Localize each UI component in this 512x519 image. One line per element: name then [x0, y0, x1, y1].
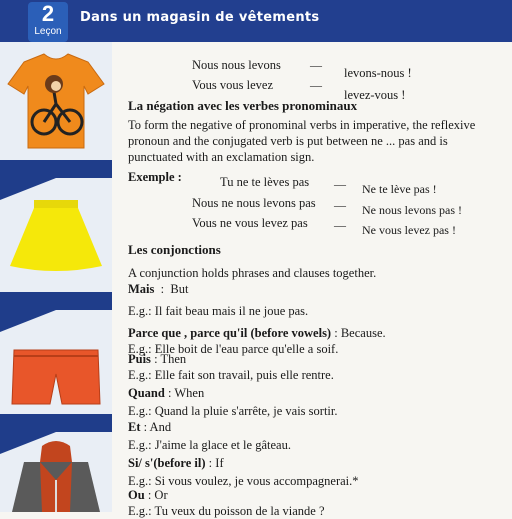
- conjunction-term-row: [128, 326, 386, 341]
- page-title: Dans un magasin de vêtements: [80, 10, 320, 25]
- conjunction-term: Parce que , parce qu'il (before vowels): [128, 326, 332, 340]
- conjunction-term-row: [128, 420, 171, 435]
- conjunction-meaning: If: [215, 456, 224, 470]
- conjunction-meaning: And: [149, 420, 172, 434]
- conjunction-meaning: Or: [154, 488, 168, 502]
- conjunction-sep: :: [144, 488, 155, 502]
- imperative-left-1: Nous nous levons: [192, 58, 281, 72]
- lesson-number: 2: [41, 1, 55, 26]
- conjunction-meaning: But: [170, 282, 189, 296]
- conjunction-meaning: Because.: [340, 326, 386, 340]
- dash: —: [334, 177, 346, 191]
- conjunction-term-row: [128, 488, 168, 503]
- imperative-right-1: levons-nous !: [344, 66, 412, 80]
- conjunction-term-row: [128, 456, 224, 471]
- lesson-badge: [28, 2, 68, 42]
- conjunction-example: E.g.: Quand la pluie s'arrête, je vais sortir.: [128, 404, 338, 418]
- negation-right-2: Ne nous levons pas !: [362, 203, 462, 217]
- conjunction-term: Ou: [128, 488, 145, 502]
- negation-para-3: punctuated with an exclamation sign.: [128, 150, 315, 164]
- conjunction-meaning: Then: [160, 352, 187, 366]
- conjunction-example: E.g.: Il fait beau mais il ne joue pas.: [128, 304, 309, 318]
- imperative-left-2: Vous vous levez: [192, 78, 274, 92]
- negation-left-3: Vous ne vous levez pas: [192, 216, 308, 230]
- negation-right-3: Ne vous levez pas !: [362, 223, 456, 237]
- negation-para-2: pronoun and the conjugated verb is put between ne ... pas and is: [128, 134, 448, 148]
- conjunction-example: E.g.: Tu veux du poisson de la viande ?: [128, 504, 325, 518]
- negation-right-1: Ne te lève pas !: [362, 182, 437, 196]
- lesson-header: [0, 0, 512, 42]
- negation-left-1: Tu ne te lèves pas: [220, 175, 310, 189]
- conjunction-sep: :: [150, 352, 161, 366]
- conjunction-meaning: When: [174, 386, 205, 400]
- conjunctions-heading: Les conjonctions: [128, 242, 221, 257]
- conjunction-example: E.g.: Elle fait son travail, puis elle rentre.: [128, 368, 334, 382]
- dash: —: [310, 78, 322, 92]
- conjunction-sep: :: [331, 326, 341, 340]
- hooded-jacket-icon: [10, 440, 102, 512]
- negation-para-1: To form the negative of pronominal verbs in imperative, the reflexive: [128, 118, 476, 132]
- example-label: Exemple :: [128, 170, 182, 184]
- conjunction-term: Puis: [128, 352, 151, 366]
- dash: —: [310, 58, 322, 72]
- conjunction-sep: :: [154, 282, 171, 296]
- dash: —: [334, 218, 346, 232]
- clothing-sidebar: [0, 42, 112, 512]
- orange-tshirt-icon: [4, 52, 108, 152]
- conjunction-term: Et: [128, 420, 141, 434]
- conjunction-example: E.g.: J'aime la glace et le gâteau.: [128, 438, 291, 452]
- conjunction-example: E.g.: Elle boit de l'eau parce qu'elle a soif.: [128, 342, 339, 356]
- yellow-skirt-icon: [8, 200, 104, 274]
- imperative-right-2: levez-vous !: [344, 88, 406, 102]
- conjunction-sep: :: [205, 456, 216, 470]
- conjunction-term: Mais: [128, 282, 155, 296]
- conjunction-sep: :: [140, 420, 150, 434]
- conjunction-term-row: [128, 282, 188, 297]
- conjunctions-intro: A conjunction holds phrases and clauses together.: [128, 266, 377, 280]
- negation-left-2: Nous ne nous levons pas: [192, 196, 316, 210]
- lesson-word: Leçon: [34, 26, 62, 37]
- dash: —: [334, 198, 346, 212]
- negation-heading: La négation avec les verbes pronominaux: [128, 98, 358, 113]
- conjunction-example: E.g.: Si vous voulez, je vous accompagnerai.*: [128, 474, 359, 488]
- conjunction-sep: :: [164, 386, 175, 400]
- conjunction-term: Si/ s'(before il): [128, 456, 206, 470]
- conjunction-term-row: [128, 386, 204, 401]
- conjunction-term: Quand: [128, 386, 165, 400]
- conjunction-term-row: [128, 352, 186, 367]
- red-shorts-icon: [10, 346, 102, 406]
